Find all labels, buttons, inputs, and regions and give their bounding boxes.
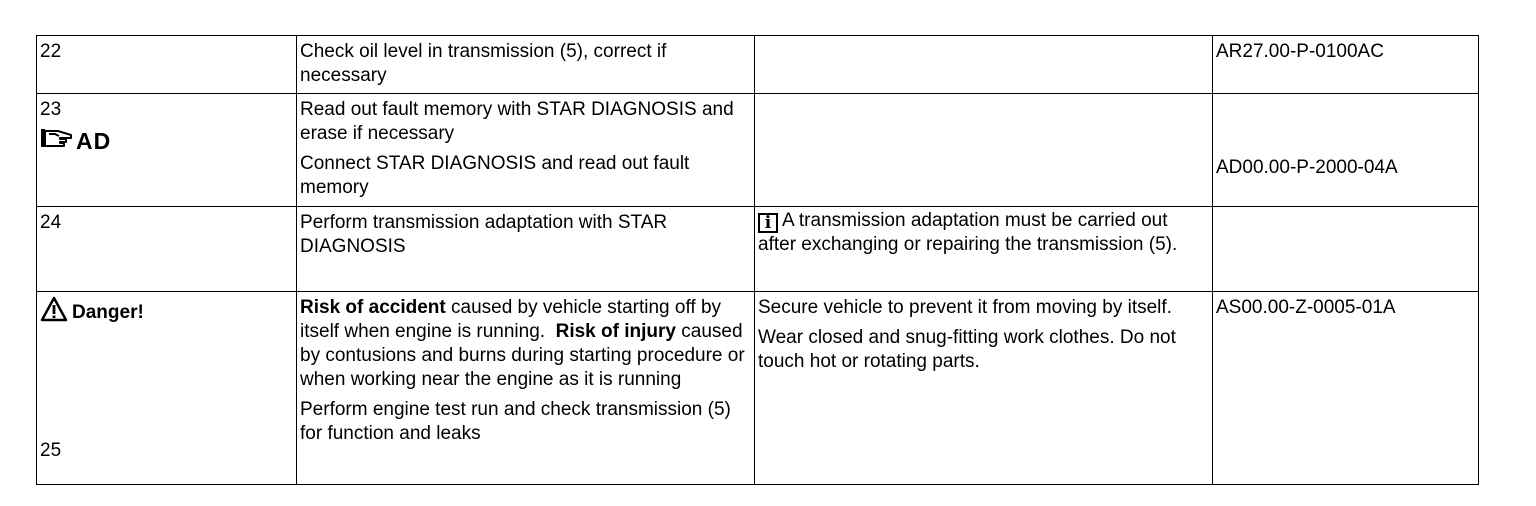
ad-reference-marker xyxy=(40,126,293,156)
info-icon: i xyxy=(758,213,778,233)
danger-label: Danger! xyxy=(72,301,144,323)
table-row xyxy=(37,94,1479,207)
ad-label: AD xyxy=(76,128,112,154)
table-row xyxy=(37,36,1479,94)
action-text: Check oil level in transmission (5), correct if necessary xyxy=(300,41,667,86)
note-text: A transmission adaptation must be carried out after exchanging or repairing the transmission (5). xyxy=(758,210,1178,255)
note-cell xyxy=(755,207,1213,292)
step-number: 22 xyxy=(40,41,62,62)
warning-triangle-icon xyxy=(40,296,68,329)
note-cell xyxy=(755,292,1213,485)
step-number-cell xyxy=(37,36,297,94)
reference-cell xyxy=(1213,94,1479,207)
step-number: 25 xyxy=(40,440,62,461)
reference-cell xyxy=(1213,292,1479,485)
note-cell xyxy=(755,36,1213,94)
step-number-cell xyxy=(37,207,297,292)
risk-injury-heading: Risk of injury xyxy=(555,321,676,342)
action-text: Perform transmission adaptation with STAR DIAGNOSIS xyxy=(300,212,668,257)
reference-code: AD00.00-P-2000-04A xyxy=(1216,157,1398,178)
step-number-cell xyxy=(37,292,297,485)
action-cell xyxy=(297,36,755,94)
table-row xyxy=(37,292,1479,485)
action-text: Read out fault memory with STAR DIAGNOSIS and erase if necessary xyxy=(300,99,734,144)
reference-code: AR27.00-P-0100AC xyxy=(1216,41,1384,62)
procedure-table xyxy=(36,35,1479,485)
step-number: 24 xyxy=(40,212,62,233)
step-number: 23 xyxy=(40,99,62,120)
safety-note: Wear closed and snug-fitting work clothes. Do not touch hot or rotating parts. xyxy=(758,327,1176,372)
action-text: Perform engine test run and check transmission (5) for function and leaks xyxy=(300,399,731,444)
action-cell xyxy=(297,207,755,292)
note-cell xyxy=(755,94,1213,207)
risk-accident-heading: Risk of accident xyxy=(300,297,446,318)
table-row xyxy=(37,207,1479,292)
reference-cell xyxy=(1213,207,1479,292)
risk-accident-text: caused by vehicle starting off by itself when engine is running. xyxy=(300,297,722,342)
safety-note: Secure vehicle to prevent it from moving by itself. xyxy=(758,297,1172,318)
action-cell xyxy=(297,94,755,207)
reference-cell xyxy=(1213,36,1479,94)
sub-action-text: Connect STAR DIAGNOSIS and read out fault memory xyxy=(300,153,690,198)
risk-injury-text: caused by contusions and burns during starting procedure or when working near the engine as it is running xyxy=(300,321,745,390)
danger-warning xyxy=(40,296,293,329)
action-cell xyxy=(297,292,755,485)
pointing-hand-icon xyxy=(40,126,74,157)
risk-statement xyxy=(300,296,751,392)
reference-code: AS00.00-Z-0005-01A xyxy=(1216,297,1396,318)
step-number-cell xyxy=(37,94,297,207)
